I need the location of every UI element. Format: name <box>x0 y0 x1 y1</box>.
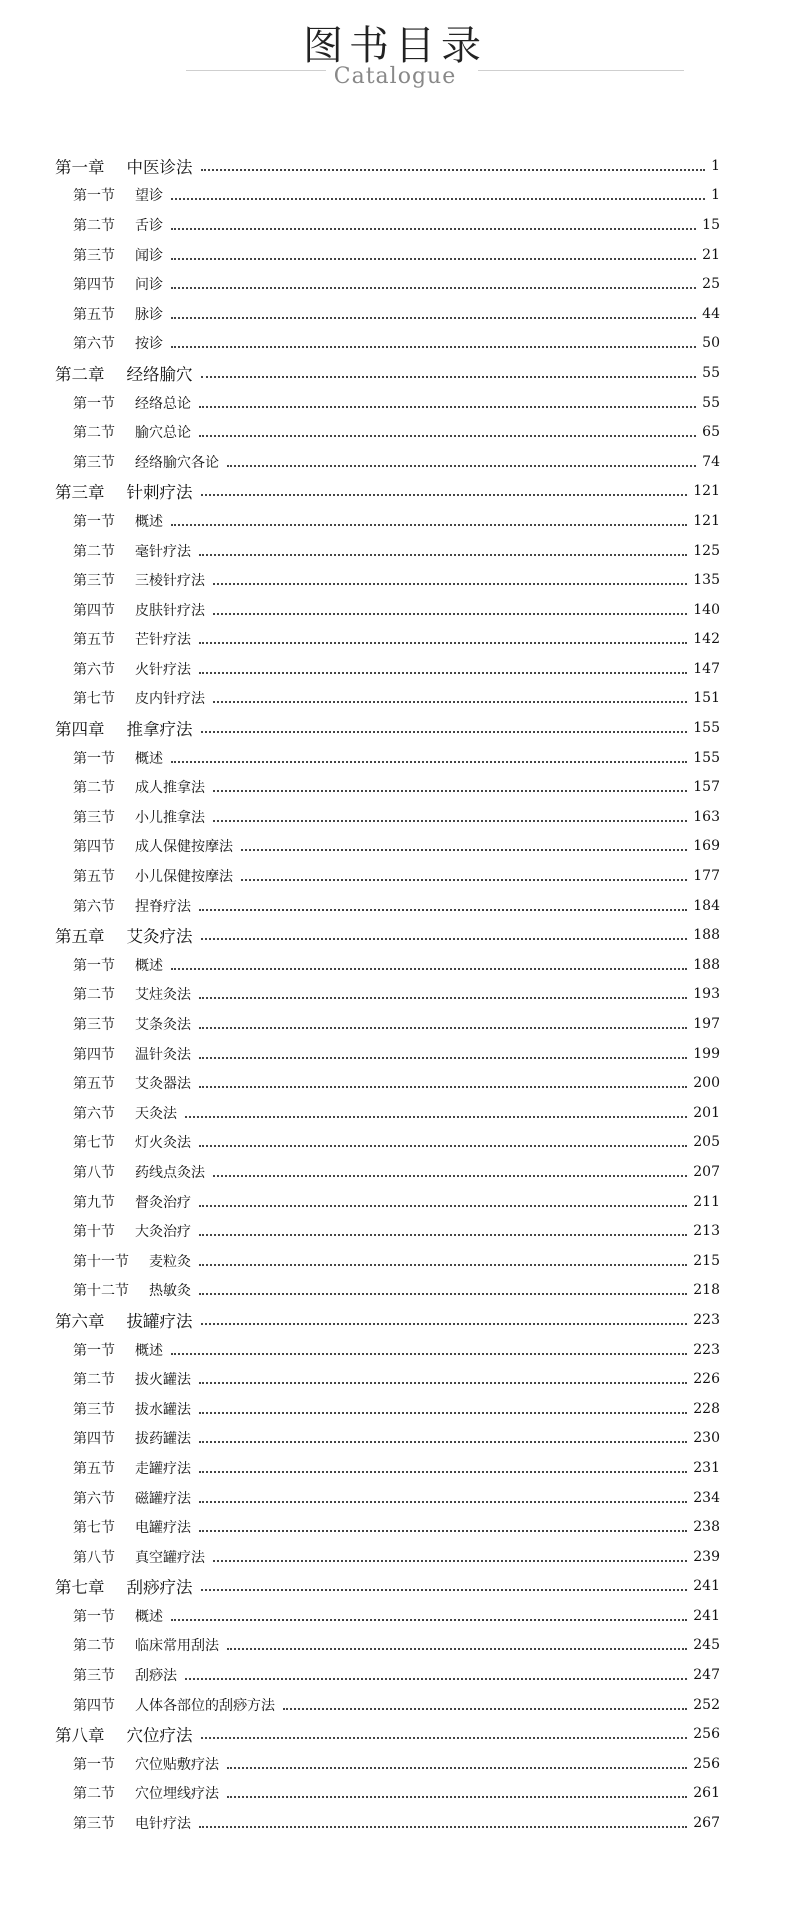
entry-number: 第四节 <box>73 839 115 856</box>
entry-page-number: 121 <box>693 483 720 500</box>
entry-page-number: 199 <box>693 1045 720 1062</box>
entry-page-number: 142 <box>693 631 720 648</box>
entry-number: 第三节 <box>73 809 115 826</box>
entry-number: 第二节 <box>73 987 115 1004</box>
entry-page-number: 188 <box>693 927 720 944</box>
dot-leader <box>199 1382 687 1384</box>
entry-title: 捏脊疗法 <box>135 898 191 915</box>
entry-page-number: 25 <box>702 276 720 293</box>
entry-page-number: 184 <box>693 897 720 914</box>
toc-section-entry[interactable] <box>55 240 720 270</box>
entry-number: 第一节 <box>73 513 115 530</box>
dot-leader <box>213 583 687 585</box>
dot-leader <box>201 938 688 940</box>
entry-title: 腧穴总论 <box>135 425 191 442</box>
entry-page-number: 55 <box>702 394 720 411</box>
entry-title: 经络腧穴 <box>126 364 193 384</box>
toc-section-entry[interactable] <box>55 950 720 980</box>
dot-leader <box>199 1293 687 1295</box>
entry-number: 第五节 <box>73 306 115 323</box>
entry-title: 问诊 <box>135 277 163 294</box>
entry-page-number: 245 <box>693 1637 720 1654</box>
entry-title: 芒针疗法 <box>135 632 191 649</box>
dot-leader <box>199 1471 687 1473</box>
toc-section-entry[interactable] <box>55 802 720 832</box>
entry-title: 拔火罐法 <box>135 1372 191 1389</box>
entry-page-number: 140 <box>693 601 720 618</box>
dot-leader <box>201 731 688 733</box>
entry-page-number: 223 <box>693 1341 720 1358</box>
entry-page-number: 50 <box>702 335 720 352</box>
entry-title: 电罐疗法 <box>135 1520 191 1537</box>
entry-page-number: 226 <box>693 1371 720 1388</box>
entry-number: 第二节 <box>73 425 115 442</box>
toc-section-entry[interactable] <box>55 1542 720 1572</box>
dot-leader <box>199 642 687 644</box>
dot-leader <box>199 435 696 437</box>
entry-title: 三棱针疗法 <box>135 573 205 590</box>
entry-number: 第六节 <box>73 1105 115 1122</box>
entry-title: 临床常用刮法 <box>135 1638 219 1655</box>
toc-section-entry[interactable] <box>55 1039 720 1069</box>
dot-leader <box>171 346 696 348</box>
dot-leader <box>199 1826 687 1828</box>
entry-title: 成人保健按摩法 <box>135 839 233 856</box>
dot-leader <box>171 228 696 230</box>
entry-number: 第一节 <box>73 395 115 412</box>
entry-page-number: 223 <box>693 1311 720 1328</box>
toc-section-entry[interactable] <box>55 832 720 862</box>
dot-leader <box>199 1412 687 1414</box>
entry-title: 中医诊法 <box>126 157 193 177</box>
entry-page-number: 21 <box>702 246 720 263</box>
dot-leader <box>201 1323 688 1325</box>
entry-number: 第三节 <box>73 454 115 471</box>
dot-leader <box>199 1234 687 1236</box>
table-of-contents <box>55 151 720 1838</box>
entry-page-number: 261 <box>693 1785 720 1802</box>
dot-leader <box>283 1708 687 1710</box>
entry-number: 第三节 <box>73 573 115 590</box>
entry-title: 按诊 <box>135 336 163 353</box>
entry-title: 刮痧疗法 <box>126 1578 193 1598</box>
toc-section-entry[interactable] <box>55 1187 720 1217</box>
entry-title: 督灸治疗 <box>135 1194 191 1211</box>
entry-page-number: 207 <box>693 1163 720 1180</box>
entry-page-number: 1 <box>711 157 720 174</box>
entry-title: 火针疗法 <box>135 661 191 678</box>
dot-leader <box>199 1530 687 1532</box>
entry-number: 第五节 <box>73 869 115 886</box>
toc-section-entry[interactable] <box>55 1690 720 1720</box>
dot-leader <box>241 849 687 851</box>
entry-page-number: 44 <box>702 305 720 322</box>
entry-page-number: 218 <box>693 1282 720 1299</box>
entry-title: 小儿保健按摩法 <box>135 869 233 886</box>
dot-leader <box>213 1175 687 1177</box>
toc-section-entry[interactable] <box>55 1808 720 1838</box>
entry-number: 第五节 <box>73 1460 115 1477</box>
toc-section-entry[interactable] <box>55 536 720 566</box>
dot-leader <box>171 198 705 200</box>
toc-chapter-entry[interactable] <box>55 477 720 507</box>
dot-leader <box>201 1737 688 1739</box>
toc-section-entry[interactable] <box>55 1364 720 1394</box>
entry-title: 成人推拿法 <box>135 780 205 797</box>
entry-number: 第七节 <box>73 1135 115 1152</box>
entry-page-number: 1 <box>711 187 720 204</box>
entry-number: 第九节 <box>73 1194 115 1211</box>
entry-number: 第六节 <box>73 661 115 678</box>
entry-number: 第二节 <box>73 1638 115 1655</box>
entry-page-number: 169 <box>693 838 720 855</box>
entry-number: 第十节 <box>73 1224 115 1241</box>
dot-leader <box>213 613 687 615</box>
entry-title: 大灸治疗 <box>135 1224 191 1241</box>
toc-section-entry[interactable] <box>55 1749 720 1779</box>
entry-page-number: 215 <box>693 1252 720 1269</box>
entry-title: 人体各部位的刮痧方法 <box>135 1697 275 1714</box>
entry-number: 第四节 <box>73 1046 115 1063</box>
entry-number: 第五章 <box>55 927 105 947</box>
entry-number: 第七章 <box>55 1578 105 1598</box>
entry-page-number: 177 <box>693 868 720 885</box>
toc-section-entry[interactable] <box>55 625 720 655</box>
entry-page-number: 267 <box>693 1815 720 1832</box>
entry-title: 脉诊 <box>135 306 163 323</box>
entry-title: 望诊 <box>135 188 163 205</box>
toc-section-entry[interactable] <box>55 299 720 329</box>
entry-title: 小儿推拿法 <box>135 809 205 826</box>
entry-title: 针刺疗法 <box>126 483 193 503</box>
entry-number: 第一节 <box>73 750 115 767</box>
entry-number: 第三节 <box>73 1816 115 1833</box>
dot-leader <box>171 258 696 260</box>
entry-number: 第一章 <box>55 157 105 177</box>
entry-title: 概述 <box>135 513 163 530</box>
toc-section-entry[interactable] <box>55 684 720 714</box>
entry-page-number: 231 <box>693 1459 720 1476</box>
entry-page-number: 201 <box>693 1104 720 1121</box>
dot-leader <box>171 1353 687 1355</box>
entry-number: 第六节 <box>73 1490 115 1507</box>
dot-leader <box>171 524 687 526</box>
entry-title: 穴位疗法 <box>126 1726 193 1746</box>
entry-number: 第二章 <box>55 364 105 384</box>
dot-leader <box>199 909 687 911</box>
toc-chapter-entry[interactable] <box>55 1572 720 1602</box>
entry-page-number: 230 <box>693 1430 720 1447</box>
toc-section-entry[interactable] <box>55 861 720 891</box>
dot-leader <box>199 1441 687 1443</box>
entry-page-number: 135 <box>693 572 720 589</box>
page-subtitle: Catalogue <box>333 64 457 89</box>
entry-title: 温针灸法 <box>135 1046 191 1063</box>
page-title: 图书目录 <box>303 23 487 69</box>
entry-number: 第十一节 <box>73 1253 129 1270</box>
entry-number: 第八节 <box>73 1164 115 1181</box>
entry-title: 闻诊 <box>135 247 163 264</box>
entry-number: 第二节 <box>73 1372 115 1389</box>
entry-page-number: 211 <box>693 1193 720 1210</box>
toc-section-entry[interactable] <box>55 1660 720 1690</box>
toc-section-entry[interactable] <box>55 1098 720 1128</box>
toc-section-entry[interactable] <box>55 1601 720 1631</box>
entry-page-number: 256 <box>693 1726 720 1743</box>
entry-title: 艾条灸法 <box>135 1017 191 1034</box>
entry-page-number: 197 <box>693 1016 720 1033</box>
entry-title: 经络总论 <box>135 395 191 412</box>
toc-chapter-entry[interactable] <box>55 1719 720 1749</box>
entry-title: 穴位埋线疗法 <box>135 1786 219 1803</box>
dot-leader <box>199 1501 687 1503</box>
toc-section-entry[interactable] <box>55 1009 720 1039</box>
toc-section-entry[interactable] <box>55 181 720 211</box>
entry-number: 第八章 <box>55 1726 105 1746</box>
entry-number: 第三节 <box>73 1401 115 1418</box>
toc-section-entry[interactable] <box>55 595 720 625</box>
dot-leader <box>213 790 687 792</box>
entry-page-number: 155 <box>693 749 720 766</box>
entry-title: 皮内针疗法 <box>135 691 205 708</box>
toc-section-entry[interactable] <box>55 1631 720 1661</box>
toc-section-entry[interactable] <box>55 506 720 536</box>
toc-chapter-entry[interactable] <box>55 151 720 181</box>
entry-number: 第二节 <box>73 217 115 234</box>
entry-number: 第一节 <box>73 1342 115 1359</box>
entry-title: 刮痧法 <box>135 1668 177 1685</box>
entry-title: 磁罐疗法 <box>135 1490 191 1507</box>
entry-title: 拔罐疗法 <box>126 1311 193 1331</box>
dot-leader <box>201 169 706 171</box>
entry-page-number: 163 <box>693 808 720 825</box>
entry-number: 第四节 <box>73 1697 115 1714</box>
toc-section-entry[interactable] <box>55 388 720 418</box>
entry-title: 艾灸疗法 <box>126 927 193 947</box>
toc-section-entry[interactable] <box>55 891 720 921</box>
entry-page-number: 15 <box>702 216 720 233</box>
dot-leader <box>171 287 696 289</box>
dot-leader <box>227 1767 687 1769</box>
entry-title: 热敏灸 <box>149 1283 191 1300</box>
entry-number: 第八节 <box>73 1549 115 1566</box>
entry-number: 第三章 <box>55 483 105 503</box>
entry-number: 第六章 <box>55 1311 105 1331</box>
entry-title: 概述 <box>135 957 163 974</box>
entry-number: 第一节 <box>73 188 115 205</box>
entry-page-number: 247 <box>693 1667 720 1684</box>
entry-number: 第二节 <box>73 1786 115 1803</box>
toc-section-entry[interactable] <box>55 1453 720 1483</box>
entry-page-number: 147 <box>693 660 720 677</box>
entry-page-number: 74 <box>702 453 720 470</box>
dot-leader <box>171 317 696 319</box>
entry-number: 第四章 <box>55 720 105 740</box>
toc-section-entry[interactable] <box>55 743 720 773</box>
entry-title: 毫针疗法 <box>135 543 191 560</box>
dot-leader <box>213 820 687 822</box>
toc-section-entry[interactable] <box>55 447 720 477</box>
toc-section-entry[interactable] <box>55 1394 720 1424</box>
dot-leader <box>185 1116 687 1118</box>
entry-number: 第一节 <box>73 1756 115 1773</box>
toc-section-entry[interactable] <box>55 1157 720 1187</box>
dot-leader <box>241 879 687 881</box>
entry-title: 拔药罐法 <box>135 1431 191 1448</box>
entry-title: 艾炷灸法 <box>135 987 191 1004</box>
entry-page-number: 200 <box>693 1075 720 1092</box>
dot-leader <box>199 1145 687 1147</box>
toc-section-entry[interactable] <box>55 210 720 240</box>
entry-title: 灯火灸法 <box>135 1135 191 1152</box>
toc-section-entry[interactable] <box>55 654 720 684</box>
dot-leader <box>199 554 687 556</box>
toc-section-entry[interactable] <box>55 1512 720 1542</box>
entry-page-number: 121 <box>693 512 720 529</box>
dot-leader <box>171 761 687 763</box>
entry-title: 概述 <box>135 750 163 767</box>
entry-number: 第四节 <box>73 277 115 294</box>
dot-leader <box>171 968 687 970</box>
dot-leader <box>227 1648 687 1650</box>
toc-section-entry[interactable] <box>55 772 720 802</box>
dot-leader <box>199 672 687 674</box>
toc-section-entry[interactable] <box>55 980 720 1010</box>
entry-page-number: 157 <box>693 779 720 796</box>
entry-page-number: 239 <box>693 1548 720 1565</box>
toc-chapter-entry[interactable] <box>55 713 720 743</box>
entry-page-number: 65 <box>702 424 720 441</box>
entry-page-number: 188 <box>693 956 720 973</box>
entry-number: 第七节 <box>73 1520 115 1537</box>
dot-leader <box>199 1205 687 1207</box>
toc-section-entry[interactable] <box>55 1276 720 1306</box>
dot-leader <box>199 1057 687 1059</box>
dot-leader <box>199 406 696 408</box>
entry-number: 第三节 <box>73 247 115 264</box>
entry-number: 第七节 <box>73 691 115 708</box>
entry-page-number: 205 <box>693 1134 720 1151</box>
entry-title: 概述 <box>135 1608 163 1625</box>
entry-page-number: 234 <box>693 1489 720 1506</box>
toc-section-entry[interactable] <box>55 1246 720 1276</box>
toc-section-entry[interactable] <box>55 1216 720 1246</box>
entry-title: 电针疗法 <box>135 1816 191 1833</box>
dot-leader <box>199 1086 687 1088</box>
entry-title: 麦粒灸 <box>149 1253 191 1270</box>
entry-number: 第四节 <box>73 1431 115 1448</box>
entry-title: 药线点灸法 <box>135 1164 205 1181</box>
entry-number: 第一节 <box>73 1608 115 1625</box>
toc-section-entry[interactable] <box>55 269 720 299</box>
entry-title: 皮肤针疗法 <box>135 602 205 619</box>
entry-title: 经络腧穴各论 <box>135 454 219 471</box>
entry-page-number: 213 <box>693 1223 720 1240</box>
dot-leader <box>199 1264 687 1266</box>
toc-chapter-entry[interactable] <box>55 1305 720 1335</box>
entry-page-number: 241 <box>693 1578 720 1595</box>
toc-chapter-entry[interactable] <box>55 920 720 950</box>
entry-title: 推拿疗法 <box>126 720 193 740</box>
toc-section-entry[interactable] <box>55 1424 720 1454</box>
toc-section-entry[interactable] <box>55 1128 720 1158</box>
toc-section-entry[interactable] <box>55 565 720 595</box>
entry-number: 第四节 <box>73 602 115 619</box>
entry-number: 第十二节 <box>73 1283 129 1300</box>
entry-title: 艾灸器法 <box>135 1076 191 1093</box>
entry-title: 穴位贴敷疗法 <box>135 1756 219 1773</box>
entry-page-number: 55 <box>702 364 720 381</box>
dot-leader <box>201 494 688 496</box>
toc-chapter-entry[interactable] <box>55 358 720 388</box>
entry-page-number: 241 <box>693 1607 720 1624</box>
entry-page-number: 155 <box>693 720 720 737</box>
entry-page-number: 238 <box>693 1519 720 1536</box>
entry-page-number: 125 <box>693 542 720 559</box>
entry-number: 第三节 <box>73 1017 115 1034</box>
dot-leader <box>213 1560 687 1562</box>
entry-page-number: 193 <box>693 986 720 1003</box>
entry-number: 第三节 <box>73 1668 115 1685</box>
entry-page-number: 256 <box>693 1755 720 1772</box>
dot-leader <box>227 1796 687 1798</box>
entry-number: 第一节 <box>73 957 115 974</box>
entry-title: 天灸法 <box>135 1105 177 1122</box>
dot-leader <box>171 1619 687 1621</box>
entry-number: 第二节 <box>73 543 115 560</box>
entry-title: 拔水罐法 <box>135 1401 191 1418</box>
entry-title: 概述 <box>135 1342 163 1359</box>
entry-page-number: 151 <box>693 690 720 707</box>
toc-section-entry[interactable] <box>55 417 720 447</box>
entry-number: 第五节 <box>73 1076 115 1093</box>
entry-number: 第五节 <box>73 632 115 649</box>
toc-section-entry[interactable] <box>55 1483 720 1513</box>
entry-number: 第六节 <box>73 898 115 915</box>
toc-section-entry[interactable] <box>55 329 720 359</box>
dot-leader <box>199 997 687 999</box>
entry-number: 第六节 <box>73 336 115 353</box>
entry-page-number: 228 <box>693 1400 720 1417</box>
entry-title: 舌诊 <box>135 217 163 234</box>
dot-leader <box>213 701 687 703</box>
dot-leader <box>199 1027 687 1029</box>
dot-leader <box>201 376 697 378</box>
entry-title: 真空罐疗法 <box>135 1549 205 1566</box>
entry-number: 第二节 <box>73 780 115 797</box>
toc-section-entry[interactable] <box>55 1068 720 1098</box>
toc-section-entry[interactable] <box>55 1779 720 1809</box>
toc-section-entry[interactable] <box>55 1335 720 1365</box>
dot-leader <box>227 465 696 467</box>
dot-leader <box>201 1589 688 1591</box>
dot-leader <box>185 1678 687 1680</box>
catalogue-header <box>0 0 790 120</box>
entry-title: 走罐疗法 <box>135 1460 191 1477</box>
entry-page-number: 252 <box>693 1696 720 1713</box>
